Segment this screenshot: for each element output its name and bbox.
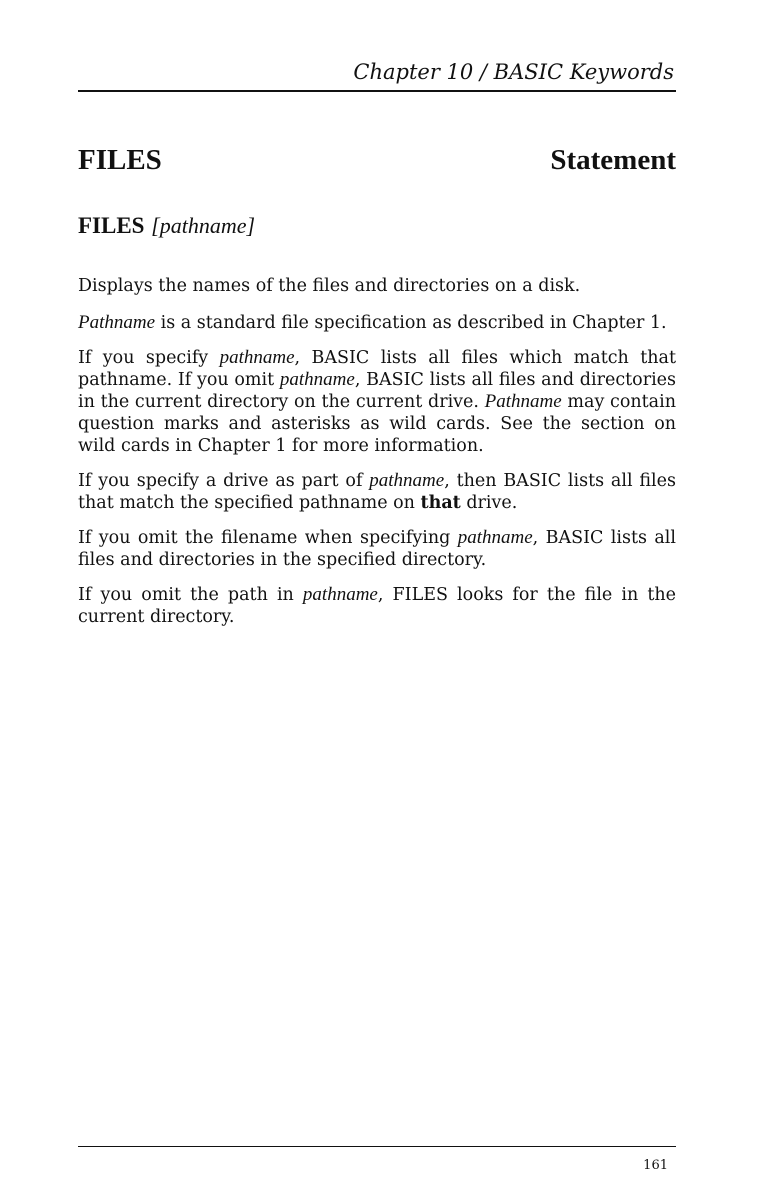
- paragraph-drive: If you specify a drive as part of pathname, then BASIC lists all files that match the specified pathname on that drive.: [78, 470, 676, 513]
- running-header: Chapter 10 / BASIC Keywords: [353, 60, 674, 84]
- paragraph-pathname-behavior: If you specify pathname, BASIC lists all files which match that pathname. If you omit pathname, BASIC lists all files and directories in the current directory on the current drive. Pathname may contain question marks and asterisks as wild cards. See the section on wild cards in Chapter 1 for more information.: [78, 347, 676, 456]
- entry-title-row: [78, 144, 676, 177]
- keyword-category: Statement: [550, 144, 676, 176]
- syntax-line: [78, 213, 255, 239]
- paragraph-omit-filename: If you omit the filename when specifying pathname, BASIC lists all files and directories in the specified directory.: [78, 527, 676, 570]
- syntax-keyword: FILES: [78, 213, 145, 238]
- footer-rule: [78, 1146, 676, 1147]
- paragraph-description: Displays the names of the files and directories on a disk.: [78, 276, 581, 296]
- paragraph-pathname-definition: Pathname is a standard file specification as described in Chapter 1.: [78, 312, 667, 333]
- paragraph-omit-path: If you omit the path in pathname, FILES looks for the file in the current directory.: [78, 584, 677, 627]
- body-text: [78, 275, 676, 641]
- syntax-argument: [pathname]: [151, 213, 256, 238]
- header-rule: [78, 90, 676, 92]
- keyword-title: FILES: [78, 144, 162, 176]
- page-number: 161: [643, 1158, 668, 1173]
